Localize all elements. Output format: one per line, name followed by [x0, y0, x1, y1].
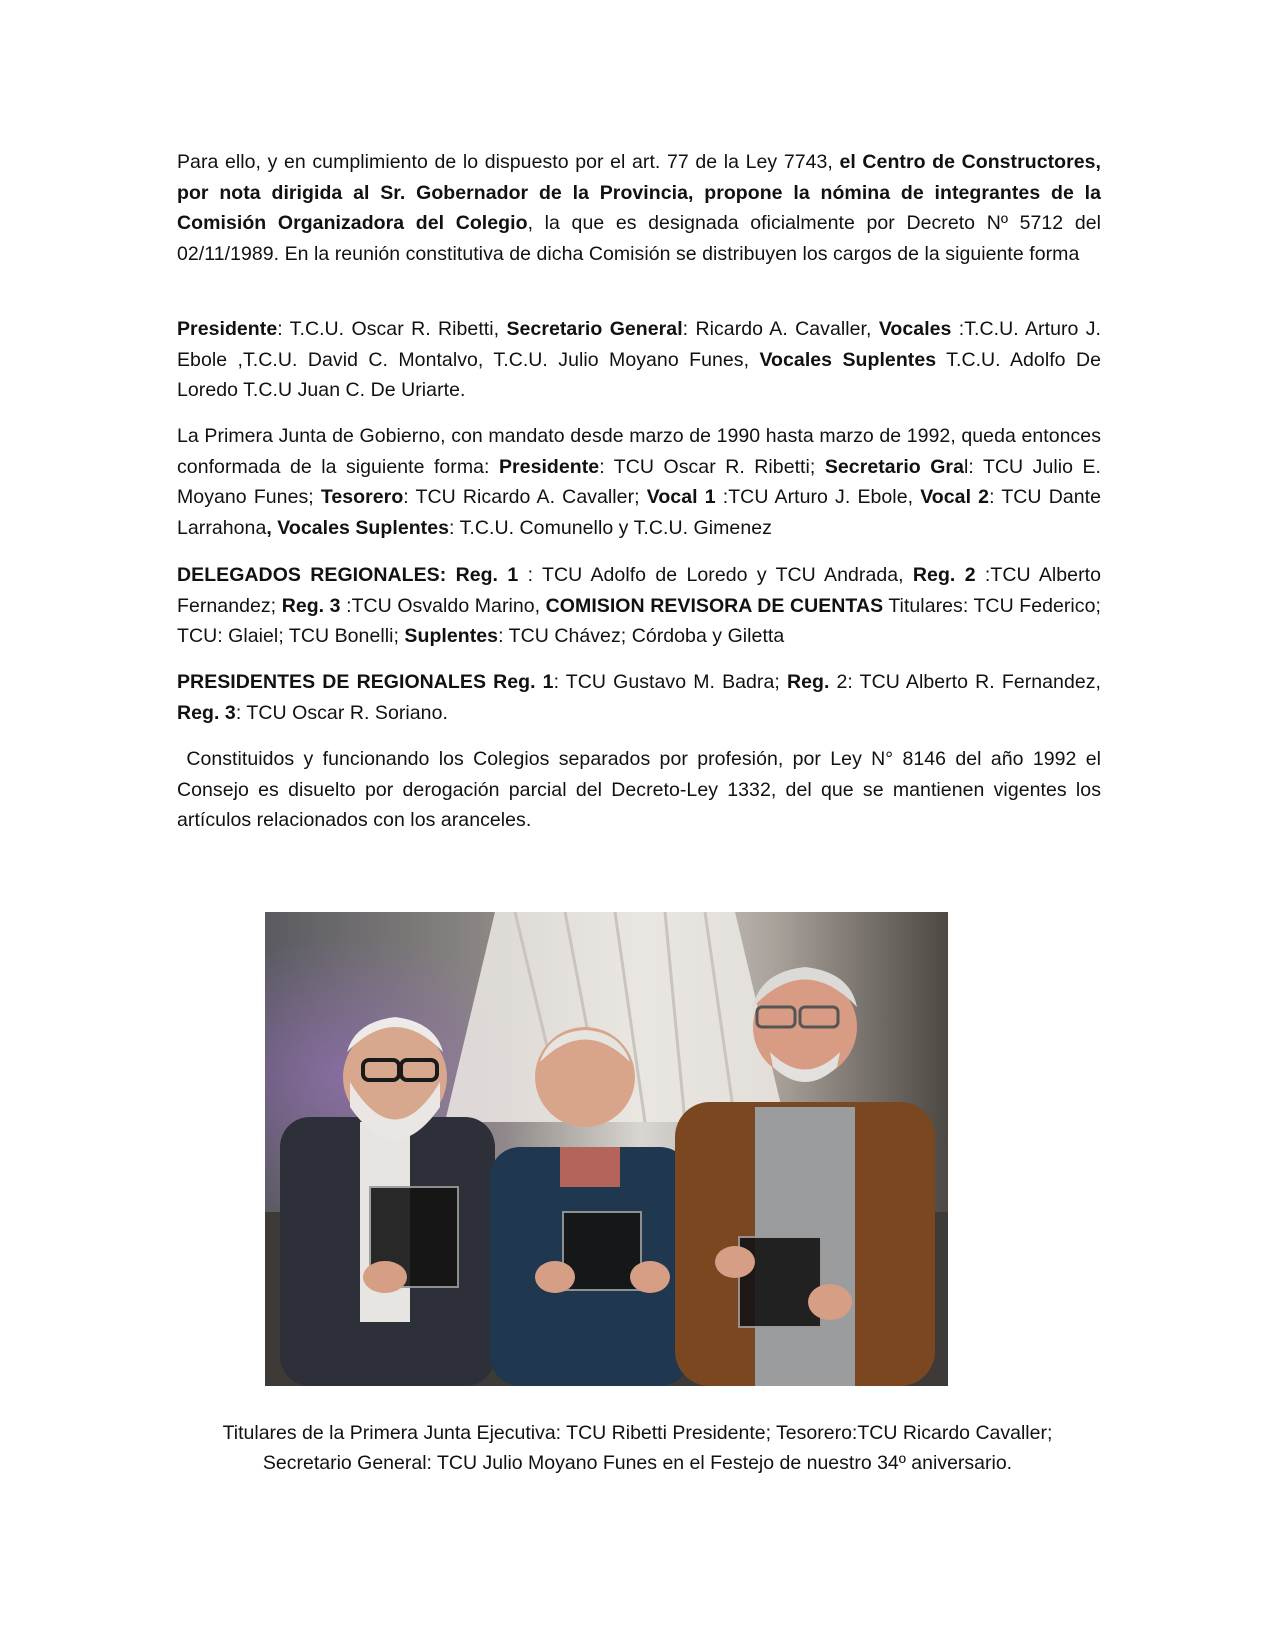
p5-text-3: : TCU Oscar R. Soriano.: [235, 701, 448, 724]
label-reg: Reg.: [786, 671, 830, 693]
paragraph-cargos-comision: [177, 314, 1101, 406]
label-secretario-gral: Secretario Gra: [824, 455, 964, 478]
label-presidente: Presidente: [177, 318, 278, 340]
p6-text: Constituidos y funcionando los Colegios separados por profesión, por Ley N° 8146 del año 1992 el Consejo es disuelto por derogación parcial del Decreto-Ley 1332, del que se mantienen vigentes los artículos relacionados con los aranceles.: [177, 748, 1107, 831]
photo-three-men-with-plaques: [265, 912, 948, 1386]
label-vocal-2: Vocal 2: [920, 486, 990, 508]
label-reg-2: Reg. 2: [912, 564, 976, 586]
p4-text-3: :TCU Osvaldo Marino,: [340, 594, 546, 617]
p4-text-4: Titulares: TCU Federico; TCU: Glaiel; TCU Bonelli;: [177, 594, 1101, 647]
p3-text-0: La Primera Junta de Gobierno, con mandato desde marzo de 1990 hasta marzo de 1992, queda entonces conformada de la siguiente forma:: [177, 425, 1101, 478]
label-vocales-suplentes: Vocales Suplentes: [759, 348, 937, 371]
label-delegados-regionales: DELEGADOS REGIONALES: Reg. 1: [177, 564, 519, 586]
label-reg-3: Reg. 3: [177, 701, 236, 724]
label-secretario-general: Secretario General: [506, 318, 683, 340]
p1-text-c: , la que es designada oficialmente por Decreto Nº 5712 del 02/11/1989. En la reunión constitutiva de dicha Comisión se distribuyen los cargos de la siguiente forma: [177, 212, 1101, 265]
p5-text-1: : TCU Gustavo M. Badra;: [553, 671, 787, 693]
p3-text-1: : TCU Oscar R. Ribetti;: [599, 455, 825, 478]
label-vocales: Vocales: [878, 318, 952, 340]
paragraph-primera-junta: [177, 421, 1101, 543]
label-reg-3: Reg. 3: [281, 594, 341, 617]
caption-line-1: Titulares de la Primera Junta Ejecutiva: TCU Ribetti Presidente; Tesorero:TCU Ricardo Cavaller;: [222, 1422, 1053, 1444]
paragraph-comision-organizadora: [177, 147, 1101, 269]
caption-line-2: Secretario General: TCU Julio Moyano Funes en el Festejo de nuestro 34º aniversario.: [262, 1452, 1013, 1474]
p4-text-2: :TCU Alberto Fernandez;: [177, 564, 1101, 617]
p4-text-5: : TCU Chávez; Córdoba y Giletta: [498, 625, 785, 647]
label-comision-revisora: COMISION REVISORA DE CUENTAS: [545, 594, 884, 617]
p2-text-3: :T.C.U. Arturo J. Ebole ,T.C.U. David C. Montalvo, T.C.U. Julio Moyano Funes,: [177, 318, 1102, 371]
label-presidentes-regionales: PRESIDENTES DE REGIONALES Reg. 1: [177, 671, 554, 693]
paragraph-consejo-disuelto: [177, 744, 1107, 836]
p2-text-4: T.C.U. Adolfo De Loredo T.C.U Juan C. De Uriarte.: [177, 348, 1101, 401]
p2-text-2: : Ricardo A. Cavaller,: [682, 318, 879, 340]
p1-text-a: Para ello, y en cumplimiento de lo dispuesto por el art. 77 de la Ley 7743,: [177, 151, 840, 173]
label-suplentes: Suplentes: [404, 625, 499, 647]
photo-caption: [120, 1418, 1155, 1478]
paragraph-delegados-regionales: [177, 560, 1101, 652]
label-vocal-1: Vocal 1: [646, 486, 716, 508]
paragraph-presidentes-regionales: [177, 667, 1101, 728]
p3-text-3: : TCU Ricardo A. Cavaller;: [403, 486, 647, 508]
p3-text-2: l: TCU Julio E. Moyano Funes;: [177, 455, 1102, 508]
label-vocales-suplentes: , Vocales Suplentes: [266, 516, 450, 539]
label-tesorero: Tesorero: [320, 486, 404, 508]
p3-text-5: : TCU Dante Larrahona: [177, 486, 1101, 539]
p2-text-1: : T.C.U. Oscar R. Ribetti,: [277, 318, 507, 340]
p5-text-2: 2: TCU Alberto R. Fernandez,: [829, 671, 1101, 693]
p3-text-4: :TCU Arturo J. Ebole,: [715, 486, 921, 508]
label-presidente: Presidente: [498, 455, 600, 478]
p4-text-1: : TCU Adolfo de Loredo y TCU Andrada,: [518, 564, 913, 586]
p3-text-6: : T.C.U. Comunello y T.C.U. Gimenez: [449, 516, 772, 539]
p1-bold-text: el Centro de Constructores, por nota dirigida al Sr. Gobernador de la Provincia, propone la nómina de integrantes de la Comisión Organizadora del Colegio: [177, 151, 1101, 234]
